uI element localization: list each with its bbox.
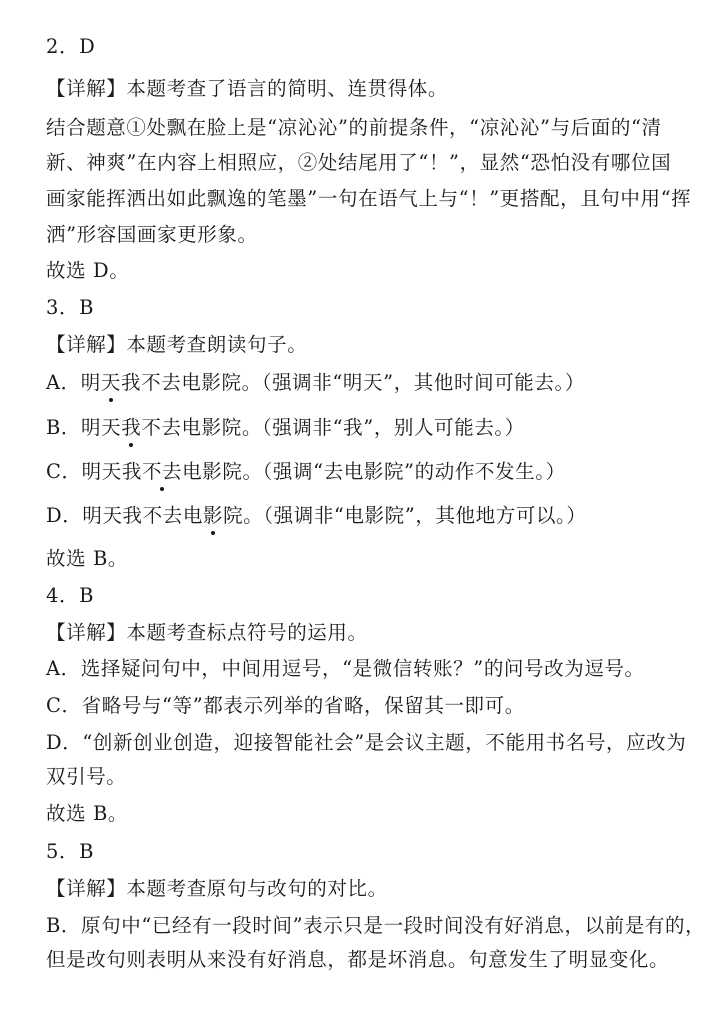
stressed-word: 我 (121, 416, 142, 439)
option-text: 明天我不去电 (82, 504, 203, 527)
option-text: 明天 (81, 416, 122, 439)
answer-conclusion: 故选 B。 (46, 802, 129, 825)
option-prefix: B． (46, 416, 82, 439)
answer-number: 5．B (46, 840, 95, 863)
explanation-text: B．原句中“已经有一段时间”表示只是一段时间没有好消息，以前是有的， (46, 914, 706, 937)
explanation-heading: 【详解】本题考查原句与改句的对比。 (46, 877, 388, 900)
option-line (46, 415, 525, 441)
option-text: 明天我 (81, 460, 142, 483)
option-text: 不去电影院。（强调非“我”，别人可能去。） (141, 416, 525, 439)
answer-number: 4．B (46, 584, 95, 607)
option-text: 我不去电影院。（强调非“明天”，其他时间可能去。） (121, 371, 585, 394)
explanation-text: D．“创新创业创造，迎接智能社会”是会议主题，不能用书名号，应改为 (46, 731, 687, 754)
option-line (46, 459, 566, 485)
answer-number: 3．B (46, 296, 95, 319)
explanation-heading: 【详解】本题考查标点符号的运用。 (46, 621, 368, 644)
option-prefix: C． (46, 460, 82, 483)
option-text: 明 (80, 371, 101, 394)
explanation-text: 洒”形容国画家更形象。 (46, 223, 258, 246)
answer-number: 2．D (46, 35, 96, 58)
explanation-text: 画家能挥洒出如此飘逸的笔墨”一句在语气上与“！”更搭配，且句中用“挥 (46, 187, 692, 210)
explanation-text: 结合题意①处飘在脸上是“凉沁沁”的前提条件，“凉沁沁”与后面的“清 (46, 116, 662, 139)
explanation-text: 但是改句则表明从来没有好消息，都是坏消息。句意发生了明显变化。 (46, 948, 670, 971)
option-prefix: A． (46, 371, 81, 394)
answer-conclusion: 故选 D。 (46, 259, 130, 282)
explanation-text: 新、神爽”在内容上相照应，②处结尾用了“！”，显然“恐怕没有哪位国 (46, 151, 672, 174)
answer-conclusion: 故选 B。 (46, 547, 129, 570)
explanation-text: C．省略号与“等”都表示列举的省略，保留其一即可。 (46, 694, 525, 717)
stressed-word: 天 (100, 371, 122, 394)
explanation-text: 双引号。 (46, 765, 127, 788)
stressed-word: 不去 (141, 460, 183, 483)
option-prefix: D． (46, 504, 83, 527)
stressed-word: 影 (202, 504, 224, 527)
option-line (46, 370, 585, 396)
option-text: 院。（强调非“电影院”，其他地方可以。） (223, 504, 587, 527)
explanation-text: A．选择疑问句中，中间用逗号，“是微信转账？”的问号改为逗号。 (46, 657, 645, 680)
option-text: 电影院。（强调“去电影院”的动作不发生。） (182, 460, 566, 483)
explanation-heading: 【详解】本题考查了语言的简明、连贯得体。 (46, 77, 449, 100)
explanation-heading: 【详解】本题考查朗读句子。 (46, 333, 308, 356)
option-line (46, 503, 587, 529)
